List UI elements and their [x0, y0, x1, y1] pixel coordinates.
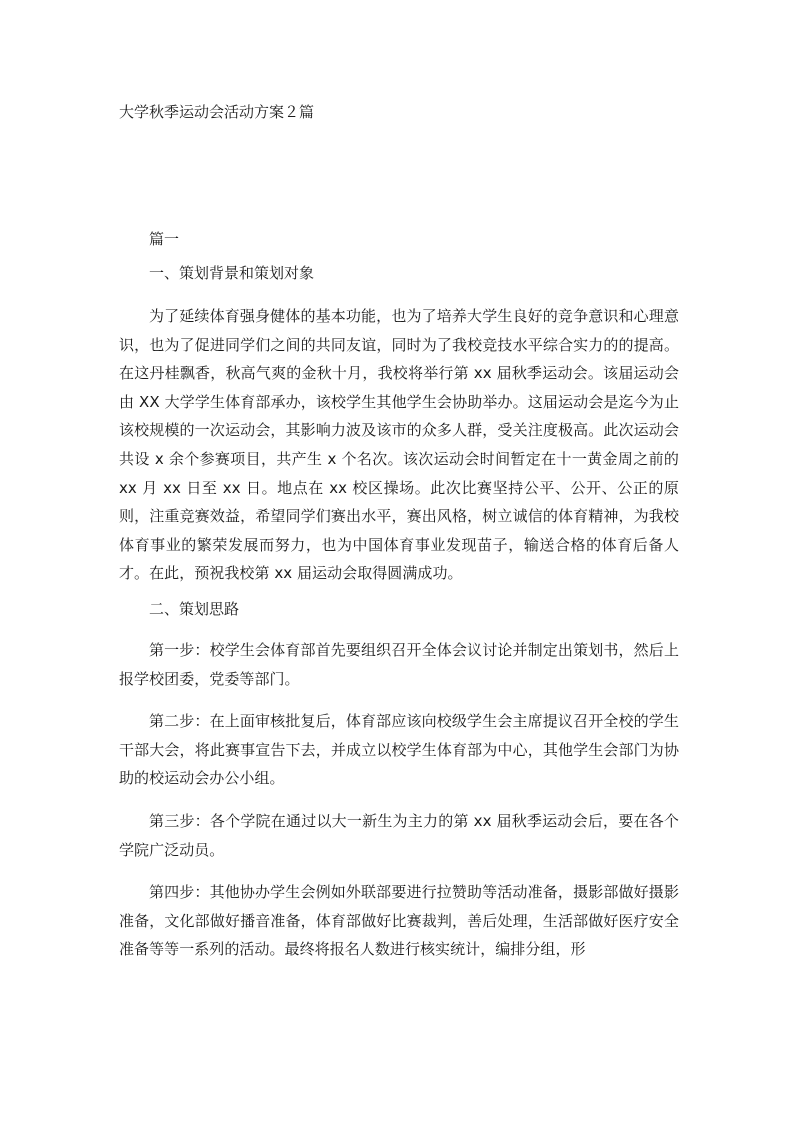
step-paragraph-2: 第二步：在上面审核批复后，体育部应该向校级学生会主席提议召开全校的学生干部大会，将此赛事宣告下去，并成立以校学生体育部为中心，其他学生会部门为协助的校运动会办公小组。	[119, 712, 679, 788]
step-paragraph-1: 第一步：校学生会体育部首先要组织召开全体会议讨论并制定出策划书，然后上报学校团委，党委等部门。	[119, 640, 679, 688]
background-paragraph: 为了延续体育强身健体的基本功能，也为了培养大学生良好的竞争意识和心理意识，也为了促进同学们之间的共同友谊，同时为了我校竞技水平综合实力的的提高。在这丹桂飘香，秋高气爽的金秋十月，我校将举行第 xx 届秋季运动会。该届运动会由 XX 大学学生体育部承办，该校学生其他学生会协助举办。这届运动会是迄今为止该校规模的一次运动会，其影响力波及该市的众多人群，受关注度极高。此次运动会共设 x 余个参赛项目，共产生 x 个名次。该次运动会时间暂定在十一黄金周之前的 xx 月 xx 日至 xx 日。地点在 xx 校区操场。此次比赛坚持公平、公开、公正的原则，注重竞赛效益，希望同学们赛出水平，赛出风格，树立诚信的体育精神，为我校体育事业的繁荣发展而努力，也为中国体育事业发现苗子，输送合格的体育后备人才。在此，预祝我校第 xx 届运动会取得圆满成功。	[119, 307, 679, 583]
document-body	[119, 226, 679, 978]
section-heading-background: 一、策划背景和策划对象	[149, 264, 315, 282]
part-label: 篇一	[149, 230, 180, 248]
section-heading-approach: 二、策划思路	[149, 599, 240, 618]
step-paragraph-4: 第四步：其他协办学生会例如外联部要进行拉赞助等活动准备，摄影部做好摄影准备，文化部做好播音准备，体育部做好比赛裁判，善后处理，生活部做好医疗安全准备等等一系列的活动。最终将报名人数进行核实统计，编排分组，形	[119, 883, 679, 959]
step-paragraph-3: 第三步：各个学院在通过以大一新生为主力的第 xx 届秋季运动会后，要在各个学院广泛动员。	[119, 811, 679, 859]
document-title: 大学秋季运动会活动方案２篇	[119, 103, 315, 121]
